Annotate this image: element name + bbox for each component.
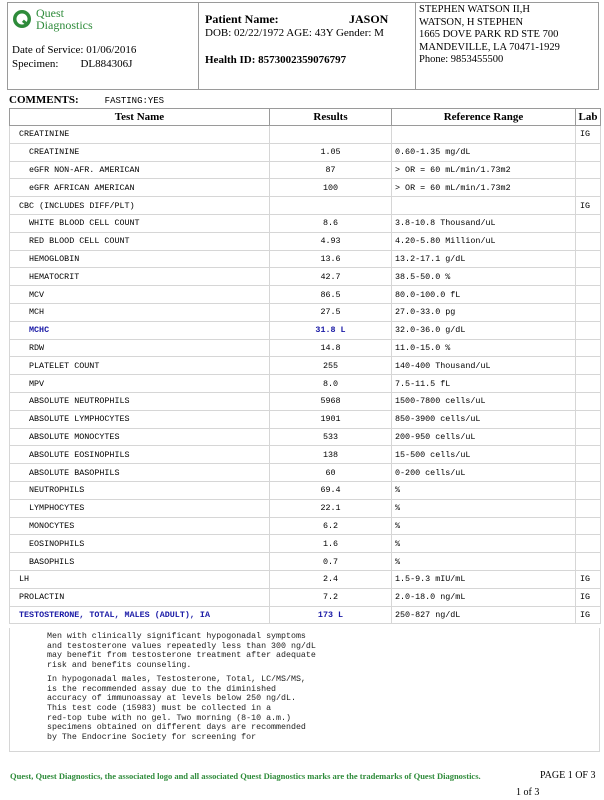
test-name: ABSOLUTE BASOPHILS [10, 464, 270, 482]
result-value: 4.93 [270, 232, 392, 250]
result-value: 22.1 [270, 499, 392, 517]
test-name: eGFR NON-AFR. AMERICAN [10, 161, 270, 179]
test-name: BASOPHILS [10, 553, 270, 571]
lab-code [576, 357, 601, 375]
test-name: ABSOLUTE MONOCYTES [10, 428, 270, 446]
reference-range: % [392, 481, 576, 499]
table-row [10, 357, 601, 375]
table-row [10, 286, 601, 304]
table-row [10, 268, 601, 286]
table-row [10, 339, 601, 357]
lab-code [576, 499, 601, 517]
test-name: LH [10, 570, 270, 588]
comments [9, 94, 164, 106]
result-value: 1.05 [270, 143, 392, 161]
reference-range: > OR = 60 mL/min/1.73m2 [392, 179, 576, 197]
table-row [10, 161, 601, 179]
result-value: 100 [270, 179, 392, 197]
table-row [10, 464, 601, 482]
test-name: ABSOLUTE EOSINOPHILS [10, 446, 270, 464]
col-lab: Lab [576, 109, 601, 126]
reference-range: % [392, 499, 576, 517]
results-header-row [10, 109, 601, 126]
lab-code [576, 179, 601, 197]
lab-code [576, 535, 601, 553]
result-value: 8.0 [270, 375, 392, 393]
quest-logo-icon [12, 9, 32, 29]
col-results: Results [270, 109, 392, 126]
test-name: LYMPHOCYTES [10, 499, 270, 517]
logo-line2: Diagnostics [36, 18, 93, 32]
table-row [10, 321, 601, 339]
table-row [10, 446, 601, 464]
test-name: PLATELET COUNT [10, 357, 270, 375]
reference-range: 250-827 ng/dL [392, 606, 576, 624]
test-name: RDW [10, 339, 270, 357]
table-row [10, 375, 601, 393]
quest-logo [12, 7, 93, 31]
reference-range: 1.5-9.3 mIU/mL [392, 570, 576, 588]
lab-code [576, 517, 601, 535]
date-of-service: 01/06/2016 [86, 44, 137, 56]
service-info [12, 43, 136, 71]
header-left-cell [8, 3, 199, 89]
lab-code [576, 446, 601, 464]
result-value: 533 [270, 428, 392, 446]
table-row [10, 214, 601, 232]
lab-code [576, 161, 601, 179]
lab-code [576, 464, 601, 482]
test-name: CREATININE [10, 126, 270, 144]
reference-range: 13.2-17.1 g/dL [392, 250, 576, 268]
result-value: 69.4 [270, 481, 392, 499]
doctor-line: STEPHEN WATSON II,H [419, 4, 530, 15]
table-row [10, 606, 601, 624]
health-id: Health ID: 8573002359076797 [205, 54, 347, 66]
comments-text: FASTING:YES [104, 96, 165, 106]
col-reference-range: Reference Range [392, 109, 576, 126]
page-indicator: PAGE 1 OF 3 [540, 770, 596, 781]
test-name: HEMOGLOBIN [10, 250, 270, 268]
col-test-name: Test Name [10, 109, 270, 126]
reference-range: 7.5-11.5 fL [392, 375, 576, 393]
reference-range: > OR = 60 mL/min/1.73m2 [392, 161, 576, 179]
table-row [10, 553, 601, 571]
doctor-line: 1665 DOVE PARK RD STE 700 [419, 29, 559, 40]
table-row [10, 499, 601, 517]
specimen-label: Specimen: [12, 58, 59, 70]
reference-range [392, 197, 576, 215]
table-row [10, 517, 601, 535]
test-name: PROLACTIN [10, 588, 270, 606]
test-name: TESTOSTERONE, TOTAL, MALES (ADULT), IA [10, 606, 270, 624]
report-header [7, 2, 599, 90]
result-value: 14.8 [270, 339, 392, 357]
lab-code [576, 481, 601, 499]
header-patient-cell [199, 3, 416, 89]
comments-label: COMMENTS: [9, 94, 79, 106]
lab-code [576, 553, 601, 571]
table-row [10, 303, 601, 321]
reference-range: 0.60-1.35 mg/dL [392, 143, 576, 161]
lab-code [576, 286, 601, 304]
lab-code [576, 303, 601, 321]
reference-range: 140-400 Thousand/uL [392, 357, 576, 375]
lab-code: IG [576, 588, 601, 606]
reference-range: 0-200 cells/uL [392, 464, 576, 482]
reference-range: 200-950 cells/uL [392, 428, 576, 446]
logo-line1: Quest [36, 6, 64, 20]
reference-range: 80.0-100.0 fL [392, 286, 576, 304]
test-name: EOSINOPHILS [10, 535, 270, 553]
result-value: 60 [270, 464, 392, 482]
lab-code [576, 392, 601, 410]
lab-code [576, 321, 601, 339]
test-name: NEUTROPHILS [10, 481, 270, 499]
result-value: 31.8 L [270, 321, 392, 339]
result-value: 173 L [270, 606, 392, 624]
doctor-address [419, 4, 560, 67]
results-body [10, 126, 601, 624]
lab-code [576, 375, 601, 393]
result-value: 7.2 [270, 588, 392, 606]
reference-range: 1500-7800 cells/uL [392, 392, 576, 410]
test-name: HEMATOCRIT [10, 268, 270, 286]
result-value [270, 126, 392, 144]
table-row [10, 232, 601, 250]
test-name: WHITE BLOOD CELL COUNT [10, 214, 270, 232]
test-name: MCV [10, 286, 270, 304]
reference-range: 15-500 cells/uL [392, 446, 576, 464]
test-name: MCH [10, 303, 270, 321]
note-paragraph-2: In hypogonadal males, Testosterone, Total, LC/MS/MS, is the recommended assay due to the diminished accuracy of immunoassay at levels below 250 ng/dL. This test code (15983) must be collected in a red-top tube with no gel. Two morning (8-10 a.m.) specimens obtained on different days are recommended by The Endocrine Society for screening for [47, 674, 306, 743]
table-row [10, 392, 601, 410]
reference-range: % [392, 535, 576, 553]
reference-range: 27.0-33.0 pg [392, 303, 576, 321]
table-row [10, 250, 601, 268]
trademark-footer: Quest, Quest Diagnostics, the associated logo and all associated Quest Diagnostics marks are the trademarks of Quest Diagnostics. [10, 771, 481, 781]
reference-range: 850-3900 cells/uL [392, 410, 576, 428]
reference-range: 3.8-10.8 Thousand/uL [392, 214, 576, 232]
table-row [10, 143, 601, 161]
result-value: 6.2 [270, 517, 392, 535]
patient-dob-age-gender: DOB: 02/22/1972 AGE: 43Y Gender: M [205, 27, 384, 39]
table-row [10, 197, 601, 215]
reference-range: % [392, 517, 576, 535]
table-row [10, 126, 601, 144]
table-row [10, 570, 601, 588]
lab-code [576, 232, 601, 250]
result-value: 87 [270, 161, 392, 179]
result-value: 1.6 [270, 535, 392, 553]
reference-range: 11.0-15.0 % [392, 339, 576, 357]
lab-code [576, 214, 601, 232]
result-value: 42.7 [270, 268, 392, 286]
results-table [9, 108, 601, 624]
result-value: 86.5 [270, 286, 392, 304]
table-row [10, 410, 601, 428]
test-name: MPV [10, 375, 270, 393]
reference-range: 38.5-50.0 % [392, 268, 576, 286]
specimen-id: DL884306J [80, 58, 133, 70]
table-row [10, 535, 601, 553]
reference-range [392, 126, 576, 144]
patient-name: JASON [349, 12, 389, 26]
note-paragraph-1: Men with clinically significant hypogonadal symptoms and testosterone values repeatedly less than 300 ng/dL may benefit from testosterone treatment after adequate risk and benefits counseling. [47, 632, 316, 671]
patient-name-label: Patient Name: [205, 12, 279, 26]
reference-range: % [392, 553, 576, 571]
result-value: 0.7 [270, 553, 392, 571]
result-value: 13.6 [270, 250, 392, 268]
testosterone-notes [9, 628, 600, 752]
table-row [10, 481, 601, 499]
lab-code: IG [576, 606, 601, 624]
result-value: 8.6 [270, 214, 392, 232]
reference-range: 4.20-5.80 Million/uL [392, 232, 576, 250]
test-name: eGFR AFRICAN AMERICAN [10, 179, 270, 197]
result-value: 138 [270, 446, 392, 464]
reference-range: 32.0-36.0 g/dL [392, 321, 576, 339]
result-value: 1901 [270, 410, 392, 428]
lab-code: IG [576, 197, 601, 215]
doctor-line: MANDEVILLE, LA 70471-1929 [419, 41, 560, 53]
lab-code [576, 428, 601, 446]
test-name: MONOCYTES [10, 517, 270, 535]
doctor-line: Phone: 9853455500 [419, 54, 504, 65]
result-value: 27.5 [270, 303, 392, 321]
lab-code: IG [576, 570, 601, 588]
table-row [10, 428, 601, 446]
table-row [10, 588, 601, 606]
doctor-line: WATSON, H STEPHEN [419, 16, 524, 28]
lab-code [576, 339, 601, 357]
result-value: 255 [270, 357, 392, 375]
lab-code: IG [576, 126, 601, 144]
test-name: ABSOLUTE NEUTROPHILS [10, 392, 270, 410]
test-name: CREATININE [10, 143, 270, 161]
lab-code [576, 250, 601, 268]
lab-code [576, 268, 601, 286]
date-of-service-label: Date of Service: [12, 44, 84, 56]
page-count: 1 of 3 [516, 787, 540, 798]
result-value: 2.4 [270, 570, 392, 588]
test-name: CBC (INCLUDES DIFF/PLT) [10, 197, 270, 215]
test-name: ABSOLUTE LYMPHOCYTES [10, 410, 270, 428]
result-value: 5968 [270, 392, 392, 410]
result-value [270, 197, 392, 215]
lab-code [576, 410, 601, 428]
reference-range: 2.0-18.0 ng/mL [392, 588, 576, 606]
lab-code [576, 143, 601, 161]
test-name: MCHC [10, 321, 270, 339]
table-row [10, 179, 601, 197]
header-doctor-cell [416, 3, 598, 89]
test-name: RED BLOOD CELL COUNT [10, 232, 270, 250]
